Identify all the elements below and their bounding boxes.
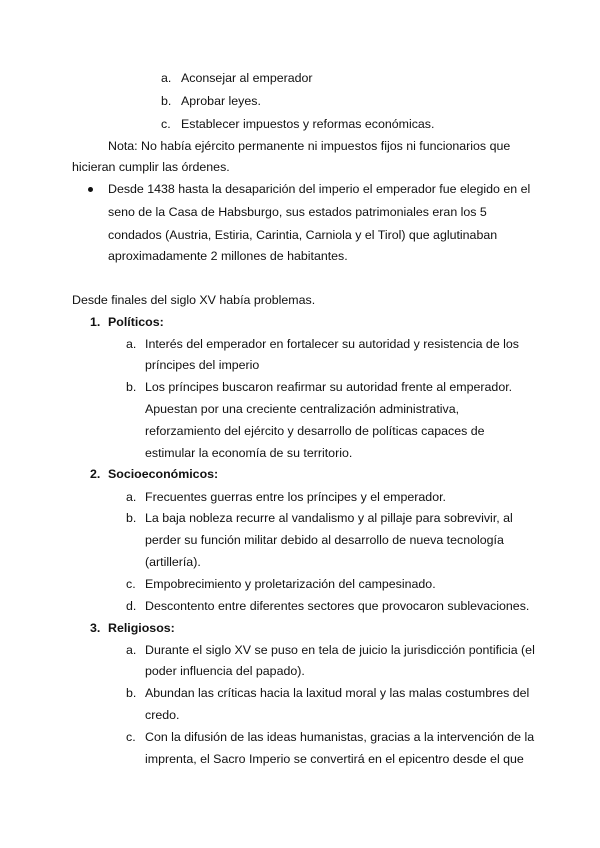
list-item-text: La baja nobleza recurre al vandalismo y al pillaje para sobrevivir, al xyxy=(145,511,513,525)
list-item-text: Descontento entre diferentes sectores que provocaron sublevaciones. xyxy=(145,599,530,613)
note-line: Nota: No había ejército permanente ni impuestos fijos ni funcionarios que xyxy=(108,139,511,153)
list-item-text: Establecer impuestos y reformas económicas. xyxy=(181,117,435,131)
list-item-text: Los príncipes buscaron reafirmar su autoridad frente al emperador. xyxy=(145,380,513,394)
bullet-text-line: Desde 1438 hasta la desaparición del imperio el emperador fue elegido en el xyxy=(108,182,531,196)
list-marker: b. xyxy=(126,511,137,525)
list-item-text: estimular la economía de su territorio. xyxy=(145,446,353,460)
list-item-text: credo. xyxy=(145,708,180,722)
intro-paragraph: Desde finales del siglo XV había problemas. xyxy=(72,293,316,307)
list-marker: b. xyxy=(161,94,172,108)
list-marker: c. xyxy=(126,577,136,591)
list-marker: a. xyxy=(126,490,137,504)
list-item-text: Frecuentes guerras entre los príncipes y el emperador. xyxy=(145,490,446,504)
list-item-text: Interés del emperador en fortalecer su autoridad y resistencia de los xyxy=(145,337,519,351)
list-marker: c. xyxy=(126,730,136,744)
section-heading-religiosos: Religiosos: xyxy=(108,621,175,635)
list-item-text: Empobrecimiento y proletarización del campesinado. xyxy=(145,577,436,591)
list-marker: b. xyxy=(126,380,137,394)
list-item-text: Apuestan por una creciente centralización administrativa, xyxy=(145,402,460,416)
list-item-text: Aprobar leyes. xyxy=(181,94,261,108)
section-heading-politicos: Políticos: xyxy=(108,315,164,329)
section-number: 2. xyxy=(90,467,101,481)
list-item-text: perder su función militar debido al desarrollo de nueva tecnología xyxy=(145,533,504,547)
bullet-icon xyxy=(88,187,93,192)
section-heading-socioeconomicos: Socioeconómicos: xyxy=(108,467,219,481)
list-item-text: poder influencia del papado). xyxy=(145,664,305,678)
list-item-text: Con la difusión de las ideas humanistas, gracias a la intervención de la xyxy=(145,730,535,744)
list-item-text: imprenta, el Sacro Imperio se convertirá en el epicentro desde el que xyxy=(145,752,524,766)
list-marker: a. xyxy=(161,71,172,85)
list-item-text: Abundan las críticas hacia la laxitud moral y las malas costumbres del xyxy=(145,686,530,700)
list-item-text: (artillería). xyxy=(145,555,201,569)
list-marker: a. xyxy=(126,337,137,351)
list-marker: a. xyxy=(126,643,137,657)
list-item-text: reforzamiento del ejército y desarrollo de políticas capaces de xyxy=(145,424,485,438)
list-item-text: Aconsejar al emperador xyxy=(181,71,313,85)
list-marker: d. xyxy=(126,599,137,613)
section-number: 1. xyxy=(90,315,101,329)
bullet-text-line: aproximadamente 2 millones de habitantes. xyxy=(108,249,348,263)
bullet-text-line: seno de la Casa de Habsburgo, sus estados patrimoniales eran los 5 xyxy=(108,205,487,219)
section-number: 3. xyxy=(90,621,101,635)
list-item-text: Durante el siglo XV se puso en tela de juicio la jurisdicción pontificia (el xyxy=(145,643,535,657)
note-line: hicieran cumplir las órdenes. xyxy=(72,160,230,174)
list-marker: c. xyxy=(161,117,171,131)
list-item-text: príncipes del imperio xyxy=(145,358,260,372)
list-marker: b. xyxy=(126,686,137,700)
bullet-text-line: condados (Austria, Estiria, Carintia, Carniola y el Tirol) que aglutinaban xyxy=(108,228,498,242)
